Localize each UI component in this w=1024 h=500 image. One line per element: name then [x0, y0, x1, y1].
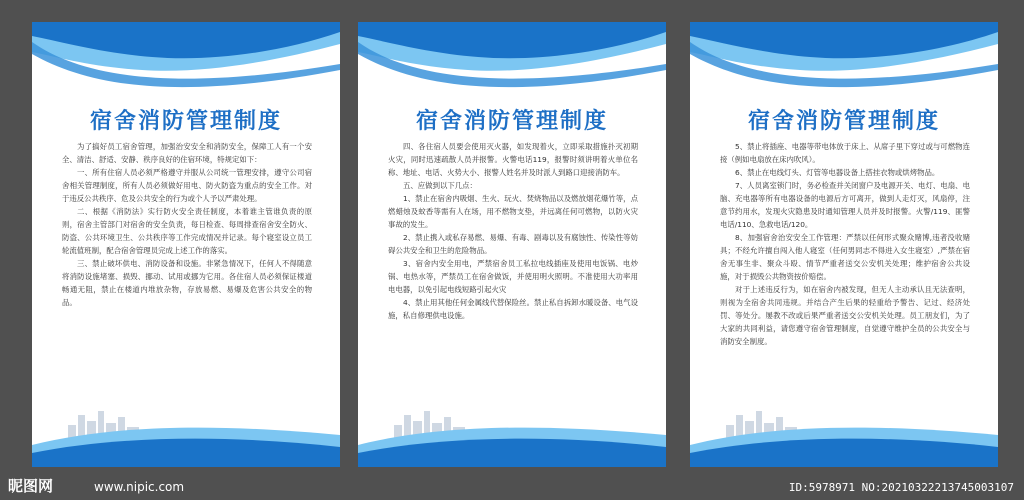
watermark-logo: 昵图网	[8, 477, 54, 495]
watermark-url: www.nipic.com	[94, 480, 185, 494]
paragraph: 6、禁止在电线灯头、灯管等电器设备上搭挂衣物或烘烤物品。	[735, 168, 940, 177]
paragraph: 一、所有住宿人员必须严格遵守并服从公司统一管理安排，遵守公司宿舍相关管理制度，所有人员必须做好用电、防火防盗为重点的安全工作。对于违反公共秩序、危及公共安全的行为或个人予以严肃处理。	[62, 168, 312, 203]
page-title: 宿舍消防管理制度	[415, 109, 608, 134]
paragraph: 7、人员离室锁门时，务必检查并关闭窗户及电源开关、电灯、电扇、电脑、充电器等所有电器设备的电源后方可离开，做到人走灯灭，风扇停，注意节约用水，发现火灾隐患及时通知管理人员并及时报警。火警/119、匪警电话/110、急救电话/120。	[720, 181, 970, 229]
regulation-text	[720, 140, 970, 348]
poster-panel-2	[358, 22, 666, 467]
paragraph: 三、禁止破坏供电、消防设备和设施。非紧急情况下，任何人不得随意将消防设施堵塞、损毁、挪动、试用或挪为它用。各住宿人员必须保证楼道畅通无阻，禁止在楼道内堆放杂物，存放易燃、易爆及危害公共安全的物品。	[62, 259, 312, 307]
bottom-wave-decoration	[32, 405, 340, 467]
poster-panel-3	[690, 22, 998, 467]
paragraph: 4、禁止用其他任何金属线代替保险丝。禁止私自拆卸水暖设备、电气设施，私自修理供电设施。	[388, 298, 638, 320]
bottom-wave-decoration	[690, 405, 998, 467]
paragraph: 1、禁止在宿舍内吸烟、生火、玩火、焚烧物品以及燃放烟花爆竹等，点燃蜡烛及蚊香等需有人在场，用不燃物支垫，并远离任何可燃物，以防火灾事故的发生。	[388, 194, 638, 229]
paragraph: 五、应做到以下几点：	[403, 181, 477, 190]
page-title: 宿舍消防管理制度	[747, 109, 940, 134]
paragraph: 二、根据《消防法》实行防火安全责任制度，本着谁主管谁负责的原则，宿舍主管部门对宿舍的安全负责，每日检查、每周排查宿舍安全防火、防盗、公共环境卫生、公共秩序等工作完成情况并记录。每个寝室设立员工轮流值班制，配合宿舍管理员完成上述工作的落实。	[62, 207, 312, 255]
top-wave-decoration	[32, 22, 340, 97]
watermark-id: ID:5978971 NO:20210322213745003107	[788, 481, 1014, 494]
paragraph: 8、加强宿舍治安安全工作管理：严禁以任何形式聚众赌博,违者没收赌具；不经允许擅自闯入他人寝室（任何男同志不得进入女生寝室）,严禁在宿舍无事生非、聚众斗殴、情节严重者送交公安机关处理；维护宿舍公共设施，对于损毁公共物资按价赔偿。	[720, 233, 970, 281]
bottom-wave-decoration	[358, 405, 666, 467]
poster-panel-1	[32, 22, 340, 467]
regulation-text	[62, 140, 312, 309]
paragraph: 为了搞好员工宿舍管理，加强治安安全和消防安全，保障工人有一个安全、清洁、舒适、安静、秩序良好的住宿环境，特规定如下：	[62, 142, 312, 164]
regulation-text	[388, 140, 638, 322]
paragraph: 对于上述违反行为，如在宿舍内被发现，但无人主动承认且无法查明，则视为全宿舍共同违规。并结合产生后果的轻重给予警告、记过、经济处罚、等处分。屡教不改或后果严重者送交公安机关处理。员工朋友们，为了大家的共同利益，请您遵守宿舍管理制度，自觉遵守维护全员的公共安全与消防安全制度。	[720, 285, 970, 346]
paragraph: 5、禁止将插座、电器等带电体放于床上、从席子里下穿过或与可燃物连接（例如电扇放在床内吹风）。	[720, 142, 970, 164]
top-wave-decoration	[358, 22, 666, 97]
paragraph: 四、各住宿人员要会使用灭火器，如发现着火，立即采取措施扑灭初期火灾，同时迅速疏散人员并报警。火警电话119，报警时须讲明着火单位名称、地址、电话、火势大小、报警人姓名并及时派人到路口迎接消防车。	[388, 142, 638, 177]
page-title: 宿舍消防管理制度	[89, 109, 282, 134]
paragraph: 2、禁止携入或私存易燃、易爆、有毒、剧毒以及有腐蚀性、传染性等妨碍公共安全和卫生的危险物品。	[388, 233, 638, 255]
top-wave-decoration	[690, 22, 998, 97]
paragraph: 3、宿舍内安全用电，严禁宿舍员工私拉电线插座及使用电饭锅、电炒锅、电热水等，严禁员工在宿舍做饭，并使用明火照明。不准使用大功率用电电器，以免引起电线短路引起火灾	[388, 259, 638, 294]
